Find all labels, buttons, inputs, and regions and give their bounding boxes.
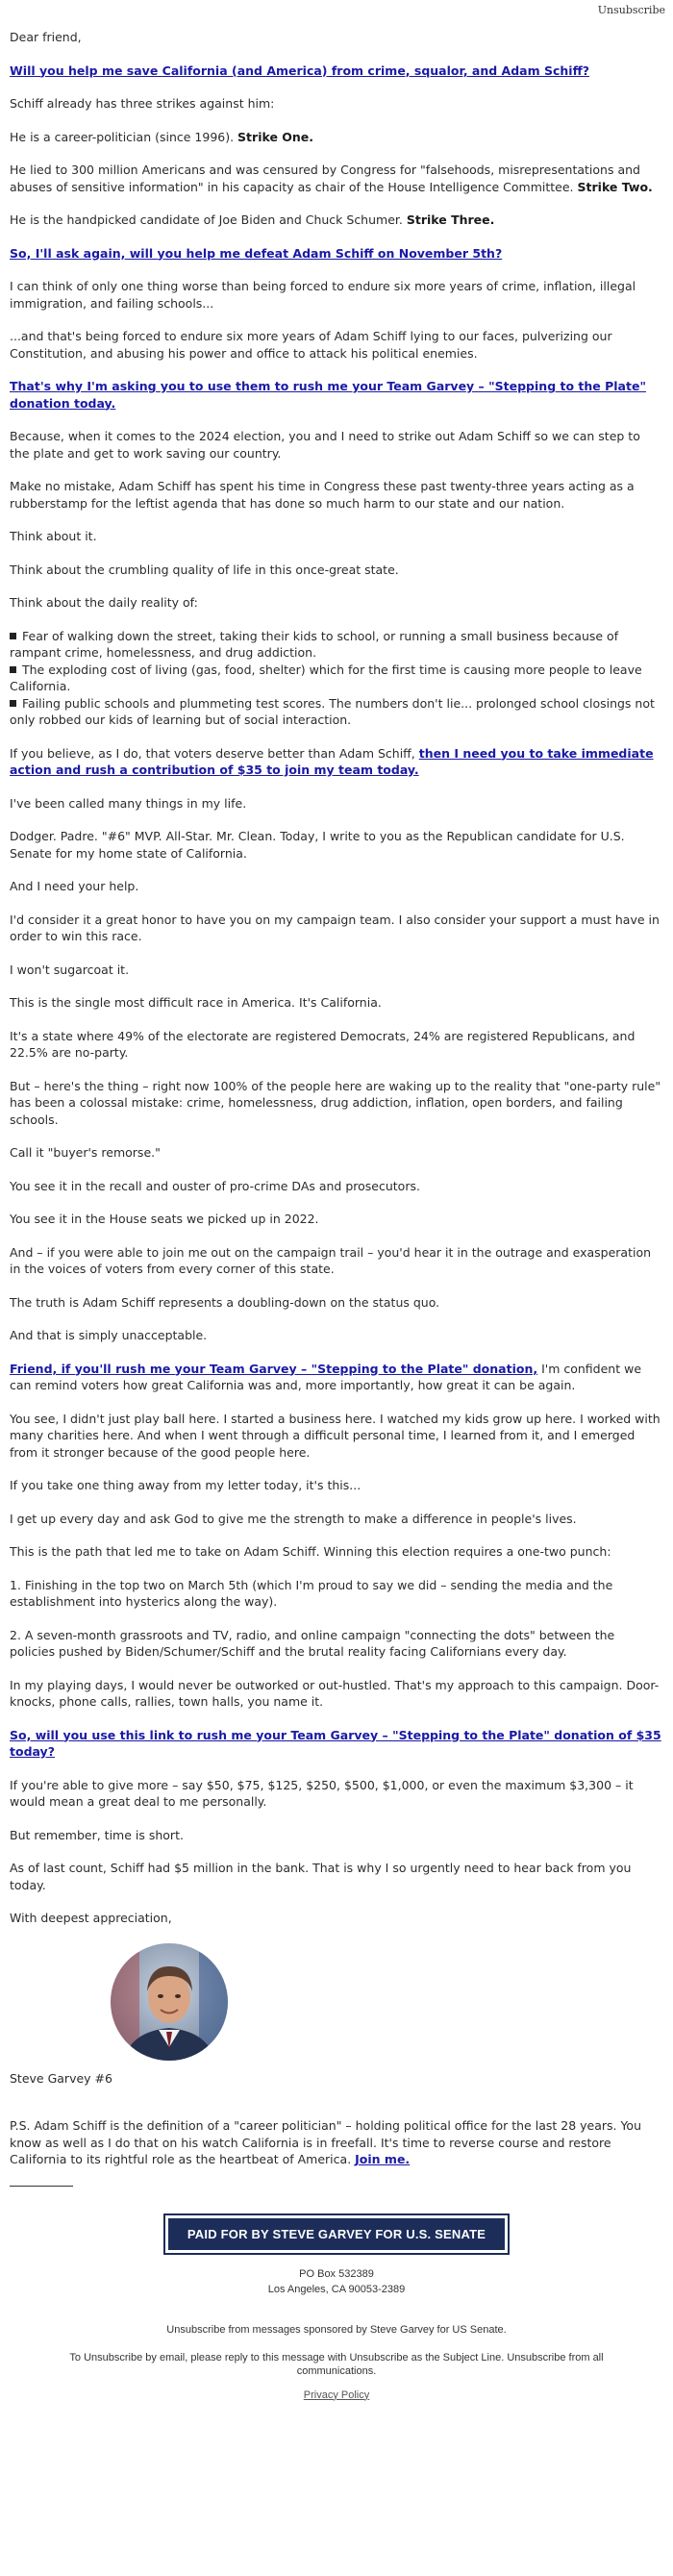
strike-label: Strike One. bbox=[237, 129, 314, 144]
bullet-square-icon bbox=[10, 633, 16, 639]
letter-body bbox=[0, 19, 673, 2187]
city-line: Los Angeles, CA 90053-2389 bbox=[267, 2283, 406, 2295]
candidate-photo bbox=[111, 1943, 228, 2061]
paragraph: Schiff already has three strikes against him: bbox=[10, 96, 275, 111]
paragraph: You see it in the House seats we picked up in 2022. bbox=[10, 1212, 319, 1226]
paragraph: Make no mistake, Adam Schiff has spent his time in Congress these past twenty-three years acting as a rubberstamp for the leftist agenda that has done so much harm to our state and our nation. bbox=[10, 479, 635, 511]
top-bar bbox=[0, 0, 673, 19]
paragraph: This is the path that led me to take on Adam Schiff. Winning this election requires a one-two punch: bbox=[10, 1544, 611, 1559]
list-item: The exploding cost of living (gas, food, shelter) which for the first time is causing more people to leave California. bbox=[10, 662, 642, 693]
paragraph: Friend, if you'll rush me your Team Garvey – "Stepping to the Plate" donation, I'm confident we can remind voters how great California was and, more importantly, how great it can be again. bbox=[10, 1361, 642, 1392]
footer bbox=[0, 2213, 673, 2401]
paragraph: If you're able to give more – say $50, $75, $125, $250, $500, $1,000, or even the maximum $3,300 – it would mean a great deal to me personally. bbox=[10, 1777, 634, 1809]
divider bbox=[10, 2186, 73, 2187]
signature: Steve Garvey #6 bbox=[10, 2070, 112, 2086]
list-item: Fear of walking down the street, taking their kids to school, or running a small business because of rampant crime, homelessness, and drug addiction. bbox=[10, 628, 619, 660]
paragraph: If you take one thing away from my letter today, it's this... bbox=[10, 1478, 361, 1492]
paragraph: And I need your help. bbox=[10, 879, 139, 893]
paragraph: In my playing days, I would never be outworked or out-hustled. That's my approach to this campaign. Door-knocks, phone calls, rallies, town halls, you name it. bbox=[10, 1677, 660, 1709]
paid-for-box bbox=[163, 2213, 510, 2255]
donate-link-4[interactable]: then I need you to take immediate action and rush a contribution of $35 to join my team today. bbox=[10, 745, 654, 777]
paragraph: He is the handpicked candidate of Joe Biden and Chuck Schumer. Strike Three. bbox=[10, 213, 495, 227]
bullet-square-icon bbox=[10, 700, 16, 707]
paragraph: I'd consider it a great honor to have you on my campaign team. I also consider your support a must have in order to win this race. bbox=[10, 912, 660, 943]
paragraph: Think about it. bbox=[10, 529, 97, 543]
paragraph: Because, when it comes to the 2024 election, you and I need to strike out Adam Schiff so we can step to the plate and get to work saving our country. bbox=[10, 429, 640, 461]
closing: With deepest appreciation, bbox=[10, 1911, 172, 1925]
donate-link-2[interactable]: So, I'll ask again, will you help me defeat Adam Schiff on November 5th? bbox=[10, 245, 503, 261]
paragraph: ...and that's being forced to endure six more years of Adam Schiff lying to our faces, pulverizing our Constitution, and abusing his power and office to attack his political enemies. bbox=[10, 329, 612, 361]
email-unsubscribe-note: To Unsubscribe by email, please reply to this message with Unsubscribe as the Subject Line. Unsubscribe from all communications. bbox=[69, 2351, 604, 2377]
paragraph: He is a career-politician (since 1996). Strike One. bbox=[10, 129, 314, 144]
paragraph: Think about the crumbling quality of life in this once-great state. bbox=[10, 562, 399, 577]
paragraph: I've been called many things in my life. bbox=[10, 795, 247, 811]
paragraph: It's a state where 49% of the electorate are registered Democrats, 24% are registered Republicans, and 22.5% are no-party. bbox=[10, 1028, 636, 1060]
paragraph: I won't sugarcoat it. bbox=[10, 962, 130, 977]
postscript: P.S. Adam Schiff is the definition of a "career politician" – holding political office for the last 28 years. You know as well as I do that on his watch California is in freefall. It's time to reverse course and restore California to its rightful role as the heartbeat of America. Join me. bbox=[10, 2118, 642, 2166]
donate-link-1[interactable]: Will you help me save California (and America) from crime, squalor, and Adam Schiff? bbox=[10, 63, 589, 78]
paragraph: You see, I didn't just play ball here. I started a business here. I watched my kids grow up here. I worked with many charities here. And when I went through a difficult personal time, I learned from it, and I emerged from it stronger because of the good people here. bbox=[10, 1411, 661, 1460]
po-box: PO Box 532389 bbox=[299, 2267, 374, 2280]
paragraph: But – here's the thing – right now 100% of the people here are waking up to the reality that "one-party rule" has been a colossal mistake: crime, homelessness, drug addiction, inflation, open borders, and failing schools. bbox=[10, 1078, 661, 1127]
strike-label: Strike Three. bbox=[406, 213, 495, 227]
paragraph: And that is simply unacceptable. bbox=[10, 1328, 208, 1342]
paragraph: You see it in the recall and ouster of pro-crime DAs and prosecutors. bbox=[10, 1178, 420, 1193]
numbered-item: 2. A seven-month grassroots and TV, radio, and online campaign "connecting the dots" between the policies pushed by Biden/Schumer/Schiff and the brutal reality facing Californians every day. bbox=[10, 1627, 615, 1659]
join-me-link[interactable]: Join me. bbox=[355, 2152, 411, 2166]
donate-link-3[interactable]: That's why I'm asking you to use them to rush me your Team Garvey – "Stepping to the Plate" donation today. bbox=[10, 379, 646, 411]
paragraph: Think about the daily reality of: bbox=[10, 595, 198, 610]
paragraph: If you believe, as I do, that voters deserve better than Adam Schiff, then I need you to take immediate action and rush a contribution of $35 to join my team today. bbox=[10, 745, 654, 777]
unsubscribe-link[interactable]: Unsubscribe bbox=[597, 4, 665, 16]
donate-link-5[interactable]: Friend, if you'll rush me your Team Garvey – "Stepping to the Plate" donation, bbox=[10, 1361, 538, 1376]
paragraph: The truth is Adam Schiff represents a doubling-down on the status quo. bbox=[10, 1294, 440, 1310]
paragraph: This is the single most difficult race in America. It's California. bbox=[10, 995, 382, 1010]
bullet-square-icon bbox=[10, 666, 16, 673]
donate-link-6[interactable]: So, will you use this link to rush me your Team Garvey – "Stepping to the Plate" donation of $35 today? bbox=[10, 1727, 661, 1759]
portrait-image bbox=[111, 1943, 228, 2061]
privacy-policy-link[interactable]: Privacy Policy bbox=[303, 2388, 370, 2401]
paragraph: I get up every day and ask God to give me the strength to make a difference in people's lives. bbox=[10, 1511, 577, 1526]
unsubscribe-note: Unsubscribe from messages sponsored by Steve Garvey for US Senate. bbox=[166, 2323, 507, 2336]
paragraph: As of last count, Schiff had $5 million in the bank. That is why I so urgently need to hear back from you today. bbox=[10, 1861, 632, 1892]
candidate-photo-wrap bbox=[10, 1943, 663, 2061]
bullet-list bbox=[10, 628, 663, 729]
strike-label: Strike Two. bbox=[577, 179, 653, 194]
paragraph: And – if you were able to join me out on the campaign trail – you'd hear it in the outrage and exasperation in the voices of voters from every corner of this state. bbox=[10, 1244, 652, 1276]
greeting: Dear friend, bbox=[10, 30, 82, 44]
numbered-item: 1. Finishing in the top two on March 5th (which I'm proud to say we did – sending the media and the establishment into hysterics along the way). bbox=[10, 1577, 613, 1609]
paragraph: He lied to 300 million Americans and was censured by Congress for "falsehoods, misrepresentations and abuses of sensitive information" in his capacity as chair of the House Intelligence Committee. Strike Two. bbox=[10, 163, 653, 194]
paragraph: But remember, time is short. bbox=[10, 1827, 184, 1842]
paid-for-label: PAID FOR BY STEVE GARVEY FOR U.S. SENATE bbox=[168, 2218, 505, 2250]
mailing-address bbox=[0, 2266, 673, 2297]
paragraph: Call it "buyer's remorse." bbox=[10, 1145, 161, 1160]
paragraph: I can think of only one thing worse than being forced to endure six more years of crime, inflation, illegal immigration, and failing schools... bbox=[10, 279, 636, 311]
paragraph: Dodger. Padre. "#6" MVP. All-Star. Mr. Clean. Today, I write to you as the Republican candidate for U.S. Senate for my home state of California. bbox=[10, 829, 625, 861]
list-item: Failing public schools and plummeting test scores. The numbers don't lie... prolonged school closings not only robbed our kids of learning but of social interaction. bbox=[10, 695, 655, 727]
